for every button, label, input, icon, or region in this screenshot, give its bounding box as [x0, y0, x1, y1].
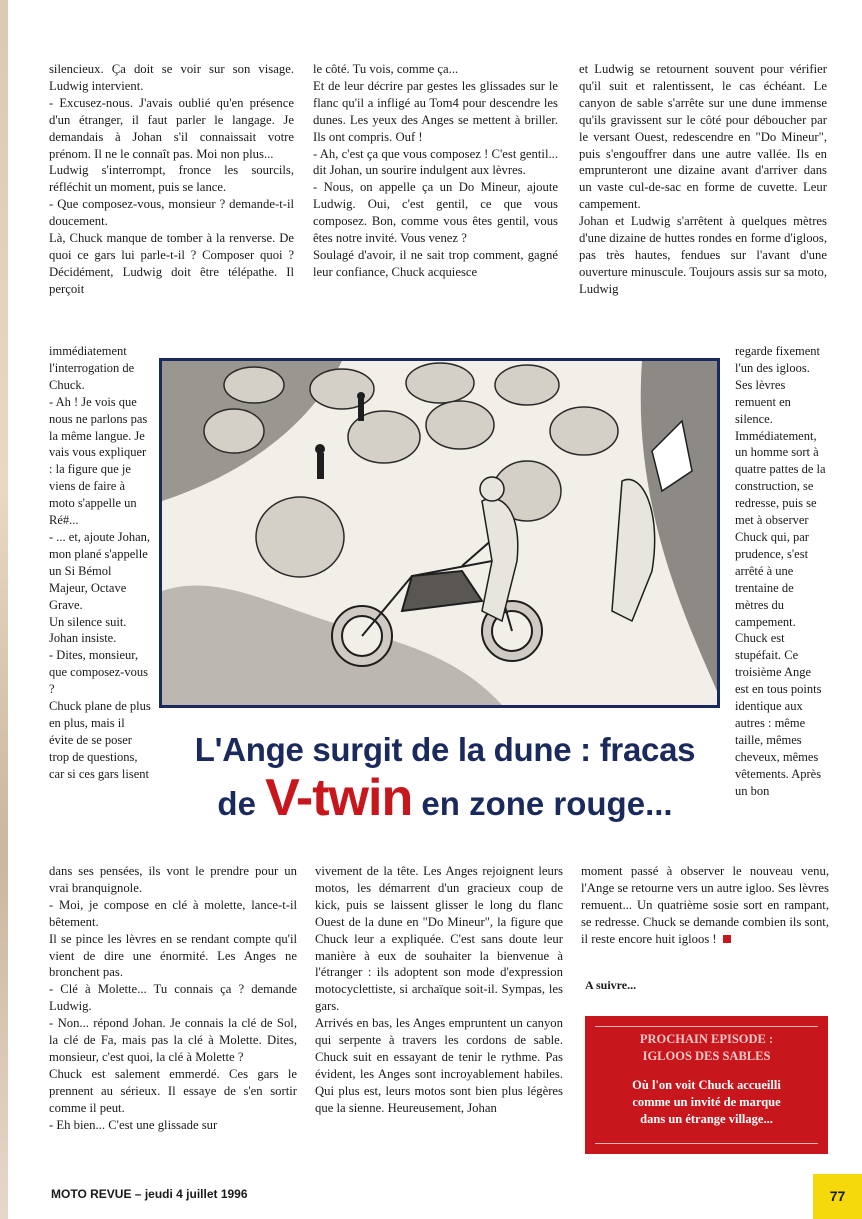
paragraph: et Ludwig se retournent souvent pour vérifier qu'il suit et ralentissent, le cas échéant. Le canyon de sable s'arrête sur une dune immense qu'ils gravissent sur le côté pour déboucher par le versant Ouest, redescendre en "Do Mineur", puis s'engouffrer dans une autre vallée. Ils en emprunteront une dizaine avant d'arriver dans un vaste cul-de-sac en forme de cuvette. Leur campement.: [579, 62, 827, 212]
article-column-2: [313, 61, 558, 281]
next-episode-title-line-1: PROCHAIN EPISODE :: [639, 1032, 774, 1046]
paragraph: Chuck est salement emmerdé. Ces gars le prennent au sérieux. Il essaye de s'en sortir comme il peut.: [49, 1066, 297, 1115]
article-column-3: [579, 61, 827, 298]
paragraph: - Ah ! Je vois que nous ne parlons pas la même langue. Je vais vous expliquer : la figure que je viens de faire à moto s'appelle un Ré#...: [49, 394, 148, 528]
paragraph: Là, Chuck manque de tomber à la renverse. De quoi ce gars lui parle-t-il ? Composer quoi ? Décidément, Ludwig doit être télépathe. Il perçoit: [49, 231, 294, 296]
issue-date: jeudi 4 juillet 1996: [144, 1187, 248, 1201]
article-column-3-bottom: [581, 863, 829, 948]
page-number: 77: [813, 1174, 862, 1219]
paragraph-text: moment passé à observer le nouveau venu, l'Ange se retourne vers un autre igloo. Ses lèvres remuent... Un quatrième sosie sort en rampant, se redresse. Chuck se demande combien ils sont, il reste encore huit igloos !: [581, 864, 829, 946]
paragraph: - Nous, on appelle ça un Do Mineur, ajoute Ludwig. Oui, c'est gentil, ce que vous composez. Bon, comme vous êtes gentil, vous êtes notre invité. Vous venez ?: [313, 180, 558, 246]
paragraph: Il se pince les lèvres en se rendant compte qu'il vient de dire une énormité. Les Anges ne bronchent pas.: [49, 931, 297, 980]
paragraph: - Ah, c'est ça que vous composez ! C'est gentil... dit Johan, un sourire indulgent aux lèvres.: [313, 146, 558, 178]
to-be-continued: A suivre...: [585, 978, 637, 992]
paragraph: Ludwig s'interrompt, fronce les sourcils, réfléchit un moment, puis se lance.: [49, 163, 294, 195]
paragraph: - Eh bien... C'est une glissade sur: [49, 1117, 218, 1132]
paragraph: le côté. Tu vois, comme ça...: [313, 62, 459, 76]
paragraph: - Moi, je compose en clé à molette, lance-t-il bêtement.: [49, 897, 297, 929]
paragraph: Et de leur décrire par gestes les glissades sur le flanc qu'il a infligé au Tom4 pour descendre les dunes. Les yeux des Anges se mettent à briller. Ils ont compris. Ouf !: [313, 78, 558, 144]
headline-line-2: [160, 770, 730, 832]
article-column-1-bottom: [49, 863, 297, 1134]
paragraph: Arrivés en bas, les Anges empruntent un canyon qui serpente à travers les cordons de sable. Chuck suit en essayant de tenir le rythme. Pas évident, les Anges sont incroyablement habiles. Qui plus est, leurs motos sont bien plus légères que la sienne. Heureusement, Johan: [315, 1016, 563, 1115]
next-episode-box: [585, 1016, 828, 1154]
end-of-article-square-icon: [723, 935, 731, 943]
paragraph: vivement de la tête. Les Anges rejoignent leurs motos, les démarrent d'un gracieux coup de kick, puis se laissent glisser le long du flanc Ouest de la dune en "Do Mineur", la figure que Chuck leur a expliquée. C'est sans doute leur manière à eux de souhaiter la bienvenue à l'étranger : ils adoptent son mode d'expression motocyclettiste, si archaïque soit-il. Sympas, les gars.: [315, 864, 563, 1014]
next-episode-inner: [595, 1026, 818, 1144]
next-episode-title-line-2: IGLOOS DES SABLES: [642, 1049, 771, 1063]
paragraph: immédiatement l'interrogation de Chuck.: [49, 344, 135, 392]
paragraph: silencieux. Ça doit se voir sur son visage. Ludwig intervient.: [49, 62, 294, 93]
paragraph: Chuck plane de plus en plus, mais il évite de se poser trop de questions, car si ces gars lisent: [49, 699, 151, 781]
paragraph: - ... et, ajoute Johan, mon plané s'appelle un Si Bémol Majeur, Octave Grave.: [49, 529, 151, 612]
next-episode-desc-line-3: dans un étrange village...: [640, 1112, 773, 1126]
next-episode-title: [595, 1031, 818, 1065]
paragraph: - Non... répond Johan. Je connais la clé de Sol, la clé de Fa, mais pas la clé à Molette. Dites, monsieur, c'est quoi, la clé à Molette ?: [49, 1016, 297, 1064]
article-headline: [160, 730, 730, 832]
headline-line-2-pre: de: [217, 785, 266, 822]
headline-line-1: L'Ange surgit de la dune : fracas: [194, 731, 696, 768]
next-episode-description: [595, 1077, 818, 1128]
magazine-name: MOTO REVUE: [51, 1187, 132, 1201]
paragraph: Un silence suit. Johan insiste.: [49, 614, 127, 646]
paragraph: Soulagé d'avoir, il ne sait trop comment, gagné leur confiance, Chuck acquiesce: [313, 247, 558, 279]
paragraph: - Dites, monsieur, que composez-vous ?: [49, 648, 148, 697]
desert-camp-drawing: [162, 361, 717, 705]
paragraph: Johan et Ludwig s'arrêtent à quelques mètres d'une dizaine de huttes rondes en forme d'igloos, pas très hautes, fendues sur l'avant d'une ouverture minuscule. Toujours assis sur sa moto, Ludwig: [579, 214, 827, 296]
paragraph: [581, 863, 829, 948]
paragraph: regarde fixement l'un des igloos. Ses lèvres remuent en silence. Immédiatement, un homme sort à quatre pattes de la construction, se redresse, puis se met à observer Chuck qui, par prudence, s'est arrêté à une trentaine de mètres du campement. Chuck est stupéfait. Ce troisième Ange est en tous points identique aux autres : même taille, mêmes cheveux, mêmes vêtements. Après un bon: [735, 344, 826, 798]
headline-line-2-post: en zone rouge...: [412, 785, 673, 822]
paragraph: - Excusez-nous. J'avais oublié qu'en présence d'un étranger, il faut parler le langage. Je demandais à Johan s'il connaissait votre prénom. Il ne le connaît pas. Moi non plus...: [49, 95, 294, 161]
article-column-2-bottom: [315, 863, 563, 1117]
footer-credit: MOTO REVUE – jeudi 4 juillet 1996: [51, 1187, 248, 1201]
paragraph: - Clé à Molette... Tu connais ça ? demande Ludwig.: [49, 982, 297, 1014]
comic-illustration: [159, 358, 720, 708]
next-episode-desc-line-2: comme un invité de marque: [632, 1095, 781, 1109]
paragraph: dans ses pensées, ils vont le prendre pour un vrai branquignole.: [49, 864, 297, 895]
next-episode-desc-line-1: Où l'on voit Chuck accueilli: [632, 1078, 781, 1092]
article-narrow-right: [735, 343, 827, 799]
article-column-1: [49, 61, 294, 298]
headline-vtwin: V-twin: [265, 769, 413, 827]
paragraph: - Que composez-vous, monsieur ? demande-t-il doucement.: [49, 197, 294, 229]
article-narrow-left: [49, 343, 152, 783]
page-edge-decoration: [0, 0, 8, 1219]
